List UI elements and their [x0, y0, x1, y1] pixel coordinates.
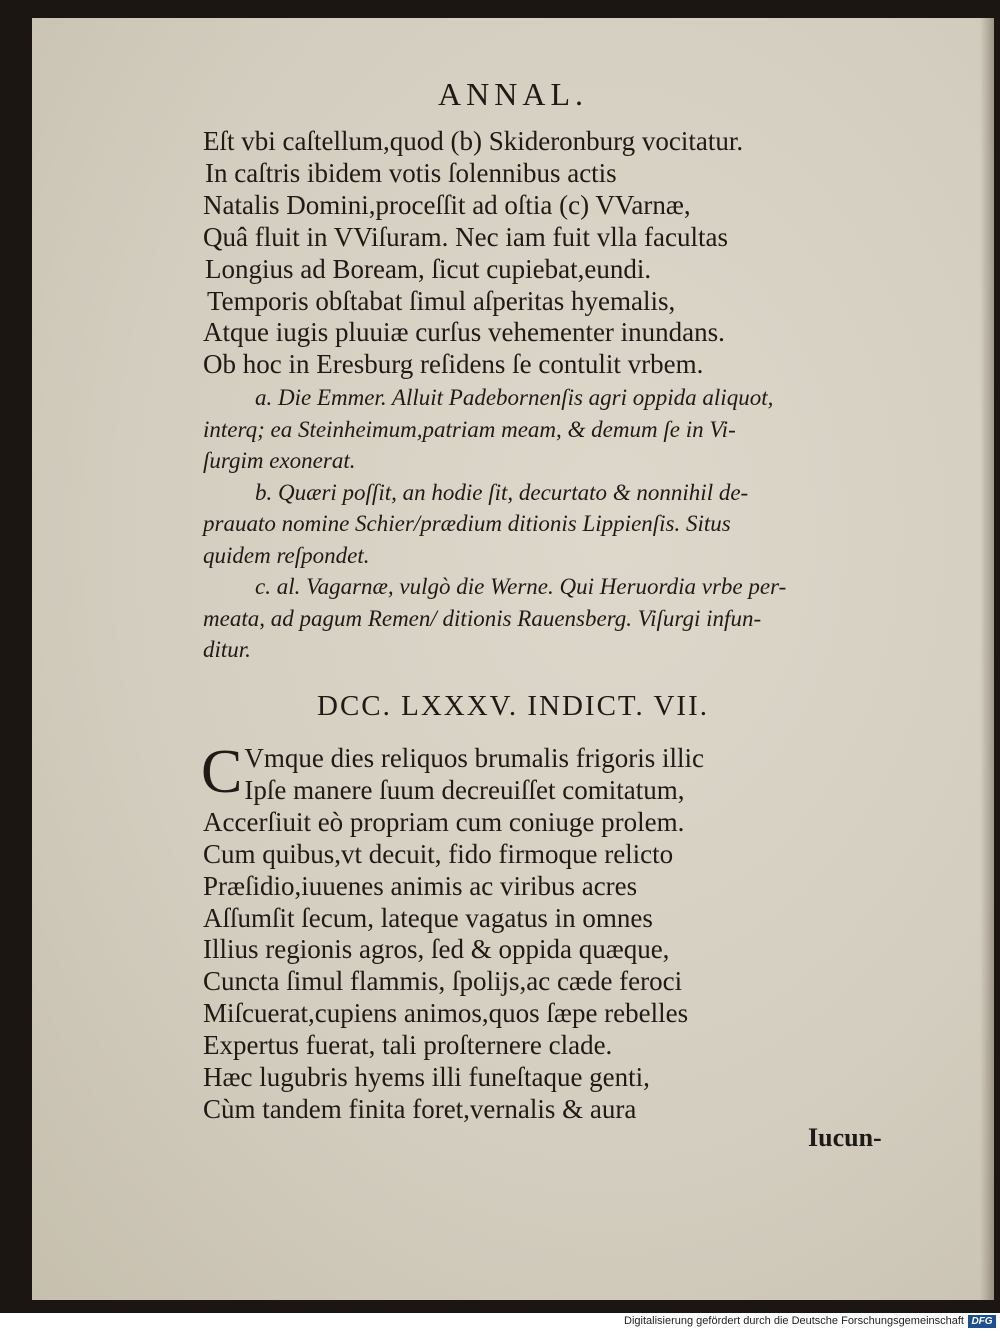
verse-line: Præſidio,iuuenes animis ac viribus acres — [203, 870, 638, 901]
verse-block-bottom — [201, 738, 705, 1126]
verse-line: Longius ad Boream, ſicut cupiebat,eundi. — [205, 253, 652, 284]
footnote-mark: c. — [255, 574, 271, 599]
footnote-mark: a. — [255, 385, 273, 410]
footnote-continuation: meata, ad pagum Remen/ ditionis Rauensberg. Viſurgi infun- — [203, 605, 762, 631]
verse-line: Hæc lugubris hyems illi funeſtaque genti, — [203, 1062, 650, 1093]
verse-line: Accerſiuit eò propriam cum coniuge prolem. — [203, 806, 685, 837]
footnote-a — [203, 382, 903, 414]
verse-block-top — [203, 126, 743, 381]
verse-line: Aſſumſit ſecum, lateque vagatus in omnes — [203, 902, 653, 933]
footnote-continuation: quidem reſpondet. — [203, 542, 370, 568]
verse-line: Eſt vbi caſtellum,quod (b) Skideronburg vocitatur. — [203, 126, 744, 156]
footnote-c — [203, 571, 903, 603]
drop-cap: C — [201, 738, 243, 806]
footnote-continuation: interq; ea Steinheimum,patriam meam, & demum ſe in Vi- — [203, 416, 736, 442]
footnote-continuation: prauato nomine Schier/prædium ditionis Lippienſis. Situs — [203, 511, 731, 536]
page-edge-shadow — [980, 18, 994, 1300]
verse-line: Expertus fuerat, tali proſternere clade. — [203, 1030, 613, 1061]
dfg-logo-icon: DFG — [968, 1315, 996, 1328]
footnote-mark: b. — [255, 479, 273, 505]
catchword: Iucun- — [808, 1123, 882, 1152]
footnote-continuation: ditur. — [203, 637, 251, 662]
footnotes — [203, 382, 903, 666]
opening-lines — [201, 738, 705, 807]
verse-line: Cùm tandem finita foret,vernalis & aura — [203, 1093, 637, 1124]
verse-line: Temporis obſtabat ſimul aſperitas hyemalis, — [207, 285, 676, 316]
footnote-text: Quæri poſſit, an hodie ſit, decurtato & nonnihil de- — [278, 479, 749, 505]
verse-line: Cum quibus,vt decuit, fido firmoque relicto — [203, 838, 674, 869]
verse-line: Illius regionis agros, ſed & oppida quæque, — [203, 934, 670, 965]
footnote-continuation: ſurgim exonerat. — [203, 448, 356, 473]
verse-line: Atque iugis pluuiæ curſus vehementer inundans. — [203, 317, 725, 348]
verse-line: Natalis Domini,proceſſit ad oſtia (c) VVarnæ, — [203, 189, 691, 220]
section-title: DCC. LXXXV. INDICT. VII. — [317, 690, 709, 722]
footnote-b — [203, 477, 903, 509]
verse-line: Quâ fluit in VViſuram. Nec iam fuit vlla facultas — [203, 221, 728, 252]
funding-credit: Digitalisierung gefördert durch die Deutsche Forschungsgemeinschaft — [624, 1315, 964, 1327]
verse-line: Ipſe manere ſuum decreuiſſet comitatum, — [244, 774, 685, 805]
running-header: ANNAL. — [438, 76, 588, 112]
footnote-text: al. Vagarnæ, vulgò die Werne. Qui Heruordia vrbe per- — [276, 574, 787, 599]
verse-line: In caſtris ibidem votis ſolennibus actis — [205, 157, 617, 188]
verse-line: Miſcuerat,cupiens animos,quos ſæpe rebelles — [203, 998, 689, 1029]
verse-line: Cuncta ſimul flammis, ſpolijs,ac cæde feroci — [203, 966, 683, 997]
footnote-text: Die Emmer. Alluit Padebornenſis agri oppida aliquot, — [278, 385, 774, 410]
verse-line: Ob hoc in Eresburg reſidens ſe contulit vrbem. — [203, 349, 704, 380]
verse-line: Vmque dies reliquos brumalis frigoris illic — [244, 743, 705, 773]
